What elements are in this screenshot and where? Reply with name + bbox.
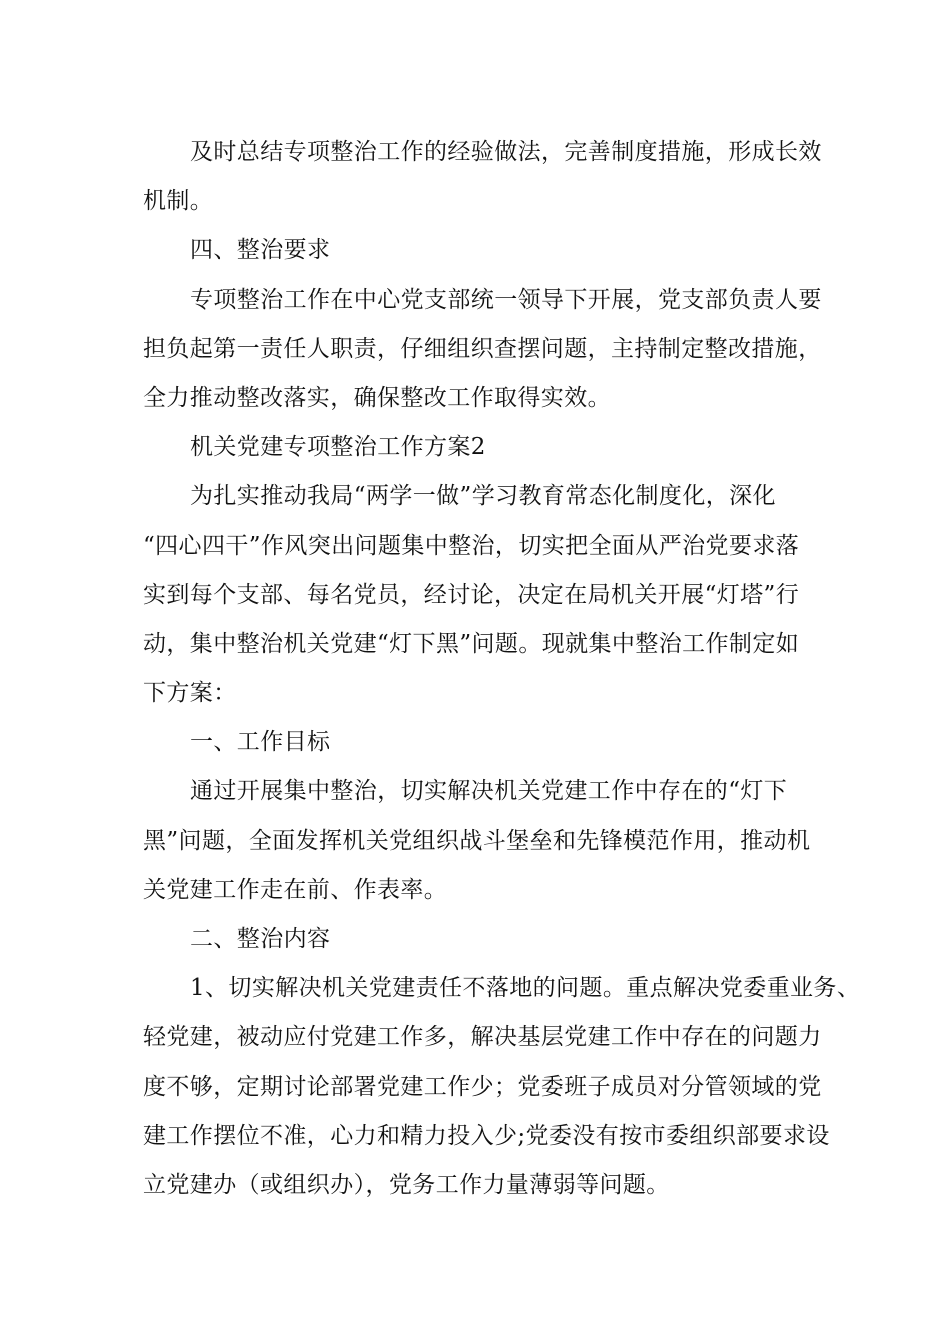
text-line: 机关党建专项整治工作方案2: [190, 434, 486, 461]
text-line: 为扎实推动我局“两学一做”学习教育常态化制度化，深化: [190, 483, 776, 510]
text-line: 1、切实解决机关党建责任不落地的问题。重点解决党委重业务、: [190, 975, 861, 1002]
document-body: [143, 128, 861, 1210]
text-line: “四心四干”作风突出问题集中整治，切实把全面从严治党要求落: [143, 532, 800, 559]
text-line: 二、整治内容: [190, 926, 331, 952]
text-line: 度不够，定期讨论部署党建工作少；党委班子成员对分管领域的党: [143, 1073, 822, 1100]
text-line: 动，集中整治机关党建“灯下黑”问题。现就集中整治工作制定如: [143, 630, 800, 657]
text-line: 建工作摆位不准，心力和精力投入少;党委没有按市委组织部要求设: [143, 1122, 830, 1149]
text-line: 一、工作目标: [190, 729, 331, 756]
text-line: 机制。: [143, 188, 214, 215]
text-line: 专项整治工作在中心党支部统一领导下开展，党支部负责人要: [190, 286, 822, 313]
text-line: 黑”问题，全面发挥机关党组织战斗堡垒和先锋模范作用，推动机: [143, 827, 811, 854]
text-line: 实到每个支部、每名党员，经讨论，决定在局机关开展“灯塔”行: [143, 581, 800, 608]
text-line: 立党建办（或组织办），党务工作力量薄弱等问题。: [143, 1171, 670, 1198]
text-line: 及时总结专项整治工作的经验做法，完善制度措施，形成长效: [190, 139, 822, 165]
text-line: 下方案：: [143, 680, 237, 707]
text-line: 通过开展集中整治，切实解决机关党建工作中存在的“灯下: [190, 778, 788, 805]
text-line: 四、整治要求: [190, 237, 331, 264]
text-line: 全力推动整改落实，确保整改工作取得实效。: [143, 384, 611, 411]
text-line: 关党建工作走在前、作表率。: [143, 876, 448, 903]
text-line: 担负起第一责任人职责，仔细组织查摆问题，主持制定整改措施，: [143, 335, 822, 362]
text-line: 轻党建，被动应付党建工作多，解决基层党建工作中存在的问题力: [143, 1024, 822, 1051]
